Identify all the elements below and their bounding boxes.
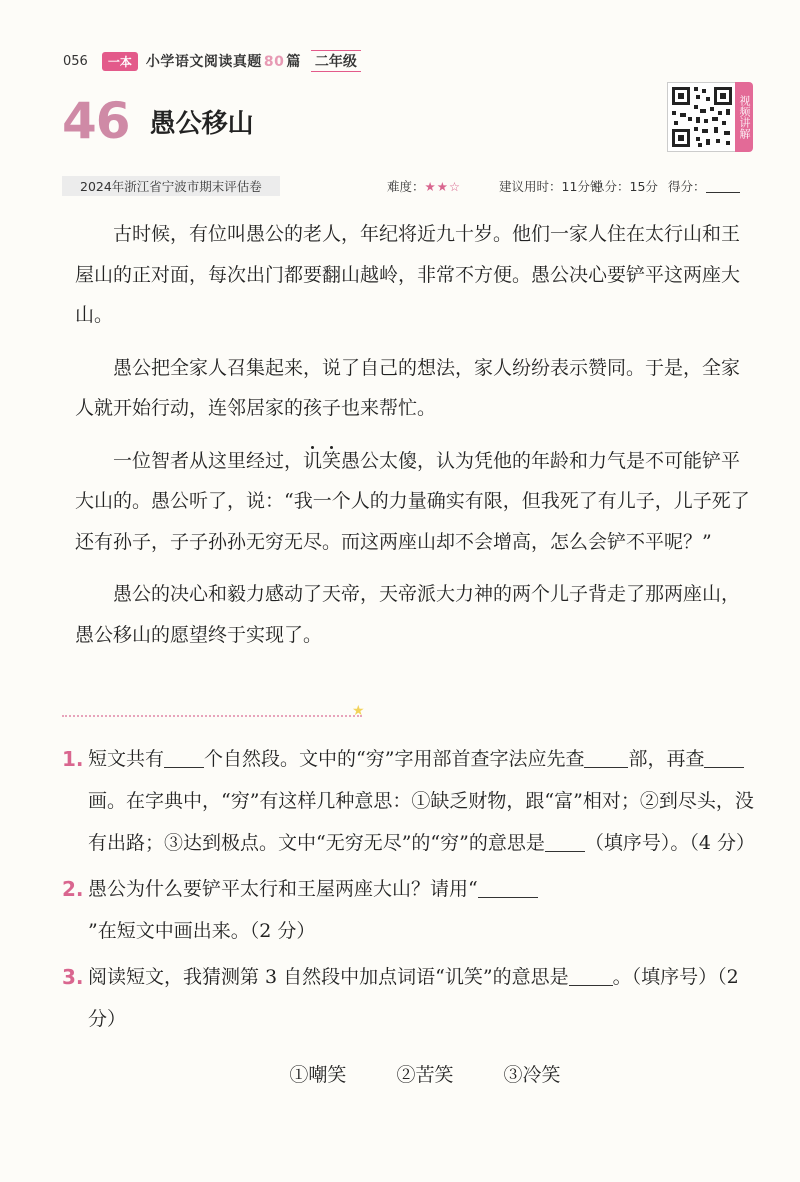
question-number: 2. xyxy=(62,877,84,901)
passage xyxy=(75,214,755,667)
exam-source: 2024年浙江省宁波市期末评估卷 xyxy=(62,176,280,196)
lesson-number: 46 xyxy=(62,92,130,150)
star-icon: ★ xyxy=(352,703,365,719)
answer-blank[interactable] xyxy=(704,748,744,768)
question-3-options xyxy=(62,1054,762,1096)
question-1: 1. 短文共有 个自然段。文中的“穷”字用部首查字法应先查 部，再查画。在字典中，“穷”有这样几种意思：①缺乏财物，跟“富”相对；②到尽头，没有出路；③达到极点。文中“无穷无尽”的“穷”的意思是 （填序号）。（4 分） xyxy=(62,738,762,864)
question-number: 3. xyxy=(62,965,84,989)
section-divider xyxy=(62,713,362,717)
paragraph-1: 古时候，有位叫愚公的老人，年纪将近九十岁。他们一家人住在太行山和王屋山的正对面，每次出门都要翻山越岭，非常不方便。愚公决心要铲平这两座大山。 xyxy=(75,223,741,326)
question-3: 3. 阅读短文，我猜测第 3 自然段中加点词语“讥笑”的意思是 。（填序号）（2 分） xyxy=(62,956,762,1040)
lesson-title-row xyxy=(62,92,254,150)
paragraph-3: 一位智者从这里经过，讥笑愚公太傻，认为凭他的年龄和力气是不可能铲平大山的。愚公听了，说：“我一个人的力量确实有限，但我死了有儿子，儿子死了还有孙子，子子孙孙无穷无尽。而这两座山却不会增高，怎么会铲不平呢？” xyxy=(75,449,750,553)
underline-sample xyxy=(478,878,538,898)
answer-blank[interactable] xyxy=(164,748,204,768)
qr-code-icon[interactable] xyxy=(667,82,737,152)
option-2[interactable]: ②苦笑 xyxy=(396,1064,454,1086)
option-3[interactable]: ③冷笑 xyxy=(503,1064,561,1086)
answer-blank[interactable] xyxy=(584,748,628,768)
brand-badge: 一本 xyxy=(102,52,138,71)
meta-row xyxy=(62,176,752,196)
grade-label: 二年级 xyxy=(311,50,361,72)
answer-blank[interactable] xyxy=(545,832,585,852)
lesson-title: 愚公移山 xyxy=(149,108,254,139)
difficulty-stars-icon: ★★☆ xyxy=(424,179,462,194)
page-header xyxy=(63,50,361,72)
page-number: 056 xyxy=(63,53,88,69)
dotted-char: 笑 xyxy=(322,449,342,472)
suggested-time: 建议用时：11分钟 xyxy=(499,179,603,194)
series-title: 小学语文阅读真题 80 篇 xyxy=(145,54,301,70)
answer-blank[interactable] xyxy=(569,966,613,986)
video-tab[interactable]: 视频讲解 xyxy=(735,82,753,152)
score-field[interactable]: 得分： xyxy=(668,177,740,195)
dotted-char: 讥 xyxy=(303,449,323,472)
paragraph-2: 愚公把全家人召集起来，说了自己的想法，家人纷纷表示赞同。于是，全家人就开始行动，连邻居家的孩子也来帮忙。 xyxy=(75,356,741,419)
difficulty: 难度：★★☆ xyxy=(387,179,462,194)
total-score: 总分：15分 xyxy=(592,179,658,194)
paragraph-4: 愚公的决心和毅力感动了天帝，天帝派大力神的两个儿子背走了那两座山，愚公移山的愿望终于实现了。 xyxy=(75,583,741,646)
questions xyxy=(62,738,762,1096)
question-2: 2. 愚公为什么要铲平太行和王屋两座大山？请用“”在短文中画出来。（2 分） xyxy=(62,868,762,952)
option-1[interactable]: ①嘲笑 xyxy=(289,1064,347,1086)
question-number: 1. xyxy=(62,747,84,771)
